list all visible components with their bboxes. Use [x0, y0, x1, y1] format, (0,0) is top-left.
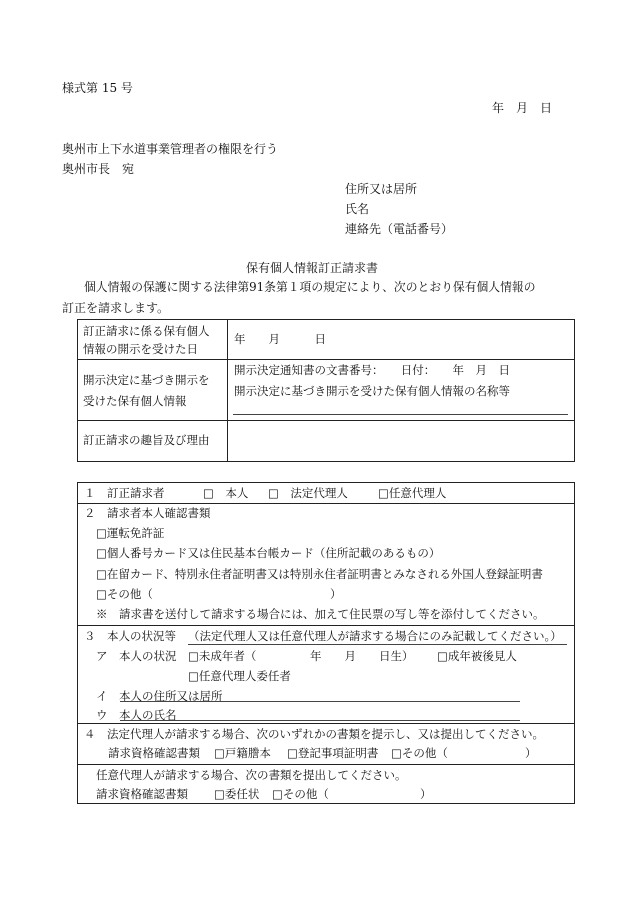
principal-status-title: ３ 本人の状況等 [84, 629, 176, 643]
option-voluntary-other-close: ） [420, 787, 432, 801]
principal-condition-label: ア 本人の状況 [96, 649, 177, 663]
row1-label-1: 訂正請求に係る保有個人 [83, 324, 210, 338]
intro-line2: 訂正を請求します。 [62, 301, 170, 315]
principal-name-label: ウ 本人の氏名 [96, 708, 177, 722]
option-minor[interactable]: □未成年者（ [188, 649, 257, 663]
row1-label-2: 情報の開示を受けた日 [83, 342, 198, 356]
requester-name: 氏名 [345, 202, 370, 216]
requester-address: 住所又は居所 [345, 182, 418, 196]
option-family-register[interactable]: □戸籍謄本 [214, 746, 271, 760]
id-doc-residence-card[interactable]: □在留カード、特別永住者証明書又は特別永住者証明書とみなされる外国人登録証明書 [96, 567, 543, 581]
addressee-line2: 奥州市長 宛 [62, 162, 135, 176]
row2-underline [233, 414, 568, 415]
id-doc-other[interactable]: □その他（ [96, 587, 153, 601]
option-voluntary-rep[interactable]: □任意代理人 [378, 486, 447, 500]
option-legal-other[interactable]: □その他（ [391, 746, 448, 760]
option-power-of-attorney[interactable]: □委任状 [214, 787, 260, 801]
legal-rep-docs-label: 請求資格確認書類 [108, 746, 200, 760]
principal-address-line[interactable] [120, 701, 520, 702]
voluntary-rep-docs-title: 任意代理人が請求する場合、次の書類を提出してください。 [96, 768, 407, 782]
principal-address-label: イ 本人の住所又は居所 [96, 689, 223, 703]
document-title: 保有個人情報訂正請求書 [246, 261, 379, 275]
intro-line1: 個人情報の保護に関する法律第91条第１項の規定により、次のとおり保有個人情報の [84, 280, 536, 294]
id-doc-mynumber[interactable]: □個人番号カード又は住民基本台帳カード（住所記載のあるもの） [96, 546, 441, 560]
option-voluntary-other[interactable]: □その他（ [272, 787, 329, 801]
id-doc-other-close: ） [330, 587, 342, 601]
date-line: 年 月 日 [492, 101, 553, 115]
form-number: 様式第 15 号 [62, 81, 133, 95]
minor-birthdate[interactable]: 年 月 日生） [310, 649, 414, 663]
requester-contact: 連絡先（電話番号） [345, 222, 454, 236]
id-docs-note: ※ 請求書を送付して請求する場合には、加えて住民票の写し等を添付してください。 [96, 607, 545, 621]
row2-label-2: 受けた保有個人情報 [83, 394, 187, 408]
option-registry-certificate[interactable]: □登記事項証明書 [287, 746, 379, 760]
table-row-divider [77, 420, 575, 421]
id-doc-license[interactable]: □運転免許証 [96, 526, 165, 540]
option-legal-rep[interactable]: □ 法定代理人 [268, 486, 348, 500]
addressee-line1: 奥州市上下水道事業管理者の権限を行う [62, 142, 279, 156]
table-divider [227, 319, 228, 462]
option-self[interactable]: □ 本人 [203, 486, 249, 500]
principal-name-line[interactable] [120, 720, 520, 721]
requester-type-label: １ 訂正請求者 [84, 486, 165, 500]
row2-value-1[interactable]: 開示決定通知書の文書番号： 日付： 年 月 日 [234, 363, 510, 377]
row2-label-1: 開示決定に基づき開示を [83, 373, 210, 387]
legal-rep-docs-title: ４ 法定代理人が請求する場合、次のいずれかの書類を提示し、又は提出してください。 [84, 727, 544, 741]
row3-label: 訂正請求の趣旨及び理由 [83, 433, 210, 447]
voluntary-rep-docs-label: 請求資格確認書類 [96, 787, 188, 801]
option-adult-ward[interactable]: □成年被後見人 [437, 649, 517, 663]
id-docs-title: ２ 請求者本人確認書類 [84, 506, 211, 520]
status-note-underline [188, 644, 567, 645]
row1-value[interactable]: 年 月 日 [234, 332, 326, 346]
principal-status-note: （法定代理人又は任意代理人が請求する場合にのみ記載してください。） [188, 629, 562, 643]
option-legal-other-close: ） [525, 746, 537, 760]
row2-value-2[interactable]: 開示決定に基づき開示を受けた保有個人情報の名称等 [234, 384, 510, 398]
option-principal[interactable]: □任意代理人委任者 [188, 669, 291, 683]
